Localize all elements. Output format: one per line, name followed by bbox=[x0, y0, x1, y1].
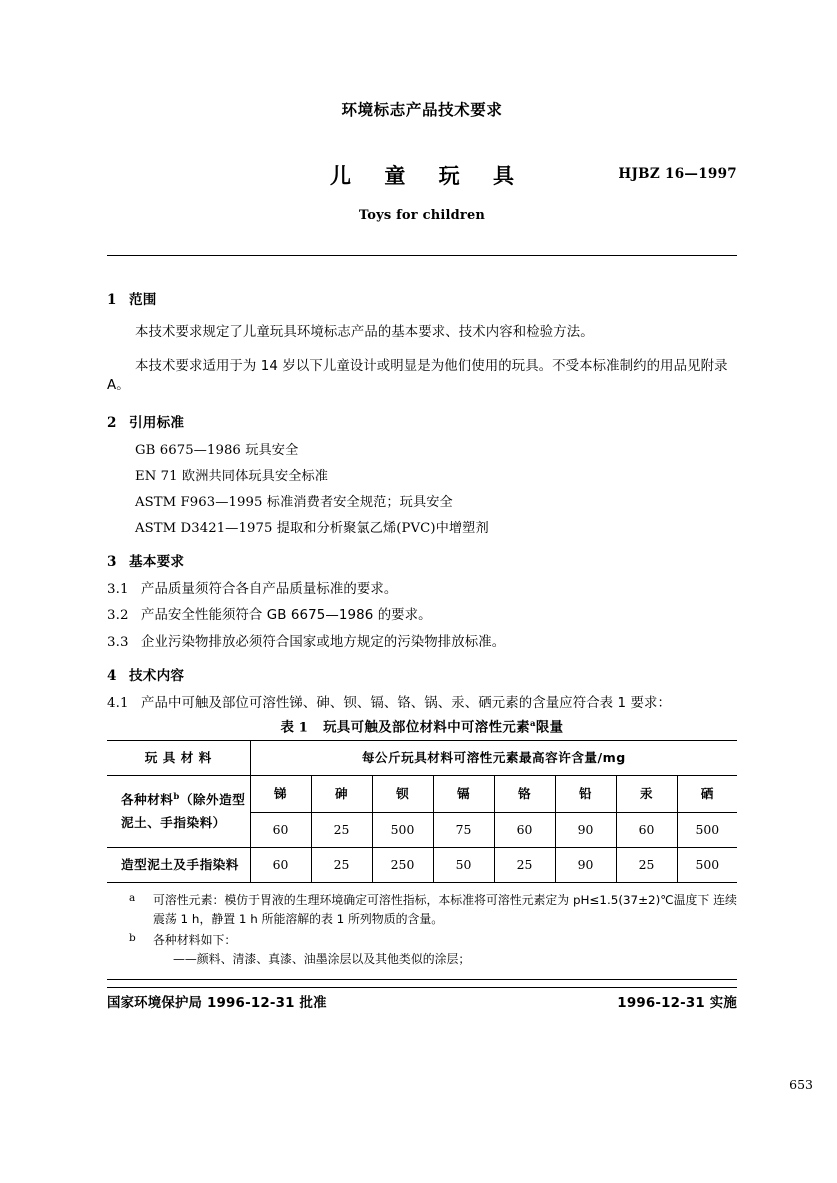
section-title-3: 基本要求 bbox=[129, 554, 185, 571]
reference-item: ASTM F963—1995 标准消费者安全规范；玩具安全 bbox=[135, 494, 453, 510]
footer-approval: 国家环境保护局 1996-12-31 批准 bbox=[107, 996, 327, 1012]
page-title: 儿 童 玩 具 bbox=[330, 164, 527, 188]
table-cell-value: 60 bbox=[250, 813, 311, 848]
clause-index: 3.3 bbox=[107, 634, 129, 650]
section-heading-3 bbox=[107, 556, 737, 570]
material-footnote-marker: b bbox=[173, 792, 180, 803]
document-body bbox=[107, 256, 737, 1017]
footer-effective-date: 1996-12-31 实施 bbox=[617, 996, 737, 1012]
table-cell-value: 25 bbox=[494, 848, 555, 883]
material-name-line2: 泥土、手指染料） bbox=[121, 814, 226, 830]
soluble-element-limits-table bbox=[107, 740, 737, 883]
table-cell-value: 60 bbox=[494, 813, 555, 848]
table-caption-footnote-marker: a bbox=[529, 719, 536, 730]
section-title-1: 范围 bbox=[129, 292, 157, 308]
table-cell-value: 25 bbox=[311, 848, 372, 883]
table-element-row bbox=[107, 776, 737, 813]
section-1-paragraph-1: 本技术要求规定了儿童玩具环境标志产品的基本要求、技术内容和检验方法。 bbox=[135, 324, 594, 340]
page-content bbox=[107, 0, 737, 1017]
table-cell-value: 60 bbox=[250, 848, 311, 883]
table-cell-value: 500 bbox=[677, 813, 737, 848]
section-number-2: 2 bbox=[107, 414, 117, 431]
table-cell-value: 25 bbox=[616, 848, 677, 883]
series-title: 环境标志产品技术要求 bbox=[341, 101, 503, 119]
table-caption-number: 表 1 bbox=[280, 719, 308, 736]
clause-4-1 bbox=[107, 697, 737, 710]
table-row-material-2: 造型泥土及手指染料 bbox=[107, 848, 250, 883]
section-number-3: 3 bbox=[107, 554, 117, 571]
clause-index: 4.1 bbox=[107, 695, 129, 711]
clause-text: 产品质量须符合各自产品质量标准的要求。 bbox=[141, 581, 398, 597]
table-cell-value: 25 bbox=[311, 813, 372, 848]
reference-item: ASTM D3421—1975 提取和分析聚氯乙烯(PVC)中增塑剂 bbox=[135, 521, 489, 537]
table-header-row bbox=[107, 741, 737, 776]
clause-index: 3.2 bbox=[107, 608, 129, 624]
table-row-material-1 bbox=[107, 776, 250, 848]
section-heading-2 bbox=[107, 414, 737, 431]
footnote-marker: b bbox=[129, 931, 136, 944]
element-header-cell: 汞 bbox=[616, 776, 677, 813]
table-cell-value: 60 bbox=[616, 813, 677, 848]
footnote-b bbox=[107, 931, 737, 970]
footnote-sub-item: ——颜料、清漆、真漆、油墨涂层以及其他类似的涂层； bbox=[173, 951, 471, 966]
table-cell-value: 250 bbox=[372, 848, 433, 883]
table-cell-value: 500 bbox=[372, 813, 433, 848]
section-title-2: 引用标准 bbox=[129, 414, 185, 431]
document-footer bbox=[107, 997, 737, 1017]
footer-divider bbox=[107, 987, 737, 988]
reference-item: GB 6675—1986 玩具安全 bbox=[135, 442, 299, 458]
table-header-span: 每公斤玩具材料可溶性元素最高容许含量/mg bbox=[250, 741, 737, 776]
element-header-cell: 钡 bbox=[372, 776, 433, 813]
element-header-cell: 镉 bbox=[433, 776, 494, 813]
table-cell-value: 500 bbox=[677, 848, 737, 883]
document-header bbox=[107, 0, 737, 256]
material-name-part1: 各种材料 bbox=[121, 792, 174, 808]
section-heading-1 bbox=[107, 294, 737, 308]
table-cell-value: 90 bbox=[555, 848, 616, 883]
table-footnotes bbox=[107, 883, 737, 980]
page-number: 653 bbox=[789, 1077, 813, 1092]
table-caption-suffix: 限量 bbox=[535, 720, 564, 736]
clause-text: 企业污染物排放必须符合国家或地方规定的污染物排放标准。 bbox=[141, 634, 506, 650]
title-row bbox=[107, 160, 737, 190]
footnote-line-2: 连续震荡 1 h，静置 1 h 所能溶解的表 1 所列物质的含量。 bbox=[153, 893, 737, 927]
table-header-material: 玩 具 材 料 bbox=[107, 741, 250, 776]
table-cell-value: 90 bbox=[555, 813, 616, 848]
table-caption-text: 玩具可触及部位材料中可溶性元素 bbox=[323, 720, 530, 736]
clause-text: 产品中可触及部位可溶性锑、砷、钡、镉、铬、锅、汞、硒元素的含量应符合表 1 要求： bbox=[141, 695, 671, 711]
element-header-cell: 铅 bbox=[555, 776, 616, 813]
element-header-cell: 砷 bbox=[311, 776, 372, 813]
clause-3-2 bbox=[107, 609, 737, 622]
clause-3-3 bbox=[107, 636, 737, 649]
table-caption bbox=[107, 720, 737, 735]
footnote-a bbox=[107, 891, 737, 930]
english-title: Toys for children bbox=[358, 208, 486, 223]
element-header-cell: 锑 bbox=[250, 776, 311, 813]
section-1-paragraph-2: 本技术要求适用于为 14 岁以下儿童设计或明显是为他们使用的玩具。不受本标准制约的用品见附录 A。 bbox=[107, 359, 728, 394]
clause-index: 3.1 bbox=[107, 581, 129, 597]
section-number-4: 4 bbox=[107, 668, 117, 685]
section-title-4: 技术内容 bbox=[129, 668, 185, 685]
element-header-cell: 铬 bbox=[494, 776, 555, 813]
clause-3-1 bbox=[107, 583, 737, 596]
table-row bbox=[107, 848, 737, 883]
section-number-1: 1 bbox=[107, 292, 117, 308]
element-header-cell: 硒 bbox=[677, 776, 737, 813]
standard-code: HJBZ 16—1997 bbox=[618, 166, 737, 182]
material-name-part2: （除外造型 bbox=[179, 792, 246, 808]
reference-item: EN 71 欧洲共同体玩具安全标准 bbox=[135, 468, 329, 484]
table-cell-value: 50 bbox=[433, 848, 494, 883]
clause-text: 产品安全性能须符合 GB 6675—1986 的要求。 bbox=[141, 608, 432, 624]
footnote-marker: a bbox=[129, 892, 136, 904]
footnote-line-1: 各种材料如下： bbox=[153, 932, 237, 947]
footnote-line-1: 可溶性元素：模仿于胃液的生理环境确定可溶性指标，本标准将可溶性元素定为 pH≤1.5(37±2)℃温度下 bbox=[153, 893, 710, 907]
section-heading-4 bbox=[107, 670, 737, 684]
table-cell-value: 75 bbox=[433, 813, 494, 848]
